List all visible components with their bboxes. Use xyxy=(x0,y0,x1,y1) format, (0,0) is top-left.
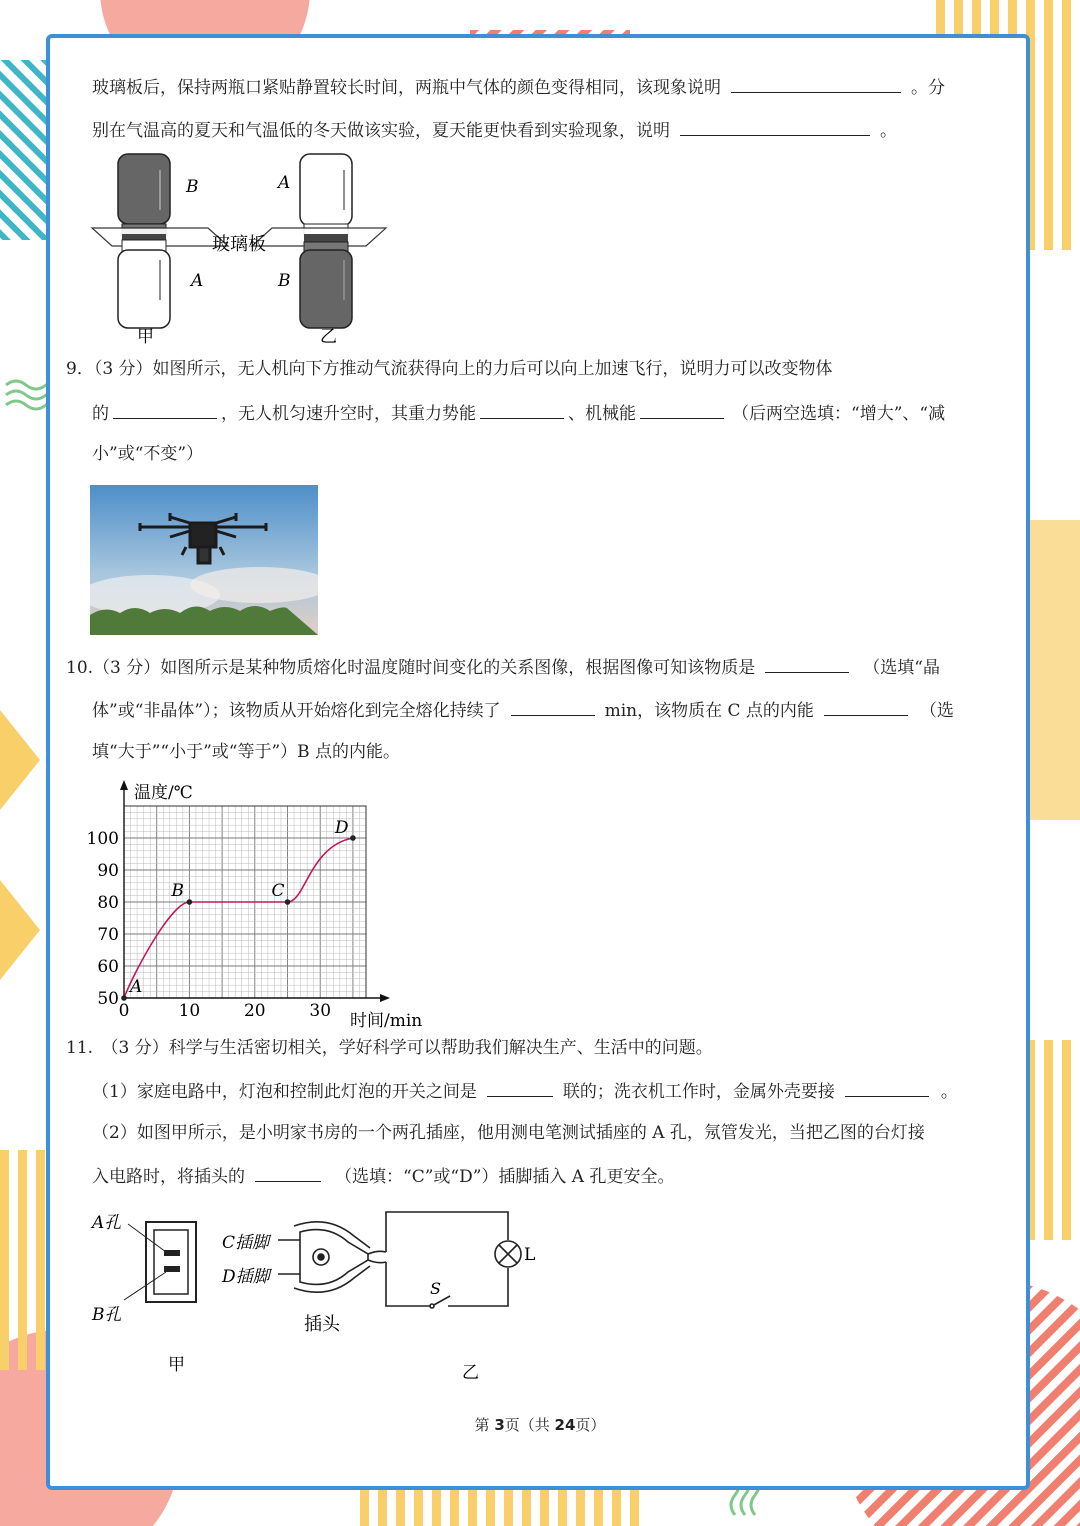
point-a xyxy=(121,995,127,1001)
q10-blank-1[interactable] xyxy=(765,654,849,673)
bottle-diffusion-figure xyxy=(88,150,398,345)
q8-text-2: 别在气温高的夏天和气温低的冬天做该实验，夏天能更快看到实验现象，说明 xyxy=(92,121,670,141)
bottle-label-b-jia: B xyxy=(186,177,199,197)
q11-blank-2[interactable] xyxy=(845,1078,929,1097)
q11-blank-1[interactable] xyxy=(487,1078,553,1097)
point-label-a: A xyxy=(130,977,143,997)
melting-curve-line xyxy=(124,838,353,998)
point-label-d: D xyxy=(334,818,349,838)
q9-text-2a: 的 xyxy=(92,404,109,424)
q9-text-2d: （后两空选填：“增大”、“减 xyxy=(732,404,946,424)
q8-text-2-end: 。 xyxy=(880,121,897,141)
bottle-label-a-jia: A xyxy=(191,271,204,291)
lamp-circuit xyxy=(386,1212,508,1308)
bottle-set-jia xyxy=(92,154,228,328)
socket-plug-figure xyxy=(88,1202,558,1387)
q11-line4 xyxy=(92,1163,675,1189)
q10-line3 xyxy=(92,740,400,764)
q10-text-2b: min，该物质在 C 点的内能 xyxy=(604,701,814,721)
y-tick-label: 90 xyxy=(97,861,119,881)
melting-chart xyxy=(80,770,440,1032)
lamp-icon xyxy=(495,1241,521,1267)
q10-line2 xyxy=(92,697,954,723)
q8-blank-1[interactable] xyxy=(731,74,901,93)
q9-text-2b: ，无人机匀速升空时，其重力势能 xyxy=(221,404,476,424)
q11-text-2-end: 。 xyxy=(940,1082,958,1102)
point-label-b: B xyxy=(171,881,184,901)
q9-line3 xyxy=(92,442,203,466)
footer-prefix: 第 xyxy=(474,1416,495,1434)
q9-text-2c: 、机械能 xyxy=(568,404,636,424)
x-tick-label: 10 xyxy=(178,1001,201,1021)
socket-hole-b-label: B孔 xyxy=(92,1305,122,1325)
q11-text-4a: 入电路时，将插头的 xyxy=(92,1167,245,1187)
q11-text-2a: （1）家庭电路中，灯泡和控制此灯泡的开关之间是 xyxy=(92,1082,477,1102)
y-axis-arrow xyxy=(120,780,128,790)
y-tick-label: 100 xyxy=(86,829,119,849)
plug-pin-d-label: D插脚 xyxy=(222,1267,270,1287)
footer-page-number: 3 xyxy=(494,1416,505,1434)
figure-caption-yi: 乙 xyxy=(320,327,337,345)
plug-pin-c-label: C插脚 xyxy=(222,1233,270,1253)
point-label-c: C xyxy=(271,881,285,901)
bottle-label-a-yi: A xyxy=(278,173,291,193)
q8-blank-2[interactable] xyxy=(680,117,870,136)
q9-blank-2[interactable] xyxy=(480,400,564,419)
q8-text-1: 玻璃板后，保持两瓶口紧贴静置较长时间，两瓶中气体的颜色变得相同，该现象说明 xyxy=(92,78,721,98)
two-hole-socket-icon xyxy=(124,1222,196,1302)
page-footer xyxy=(0,1414,1080,1435)
x-axis-label: 时间/min xyxy=(350,1011,423,1031)
plug-label: 插头 xyxy=(304,1314,340,1335)
q8-line2 xyxy=(92,117,897,143)
figure-caption-jia: 甲 xyxy=(137,327,154,345)
switch-label: S xyxy=(430,1279,441,1298)
drone-photo xyxy=(90,485,318,635)
q11-line2 xyxy=(92,1078,958,1104)
q11-text-1: 11. （3 分）科学与生活密切相关，学好科学可以帮助我们解决生产、生活中的问题。 xyxy=(66,1038,713,1058)
point-b xyxy=(187,899,193,905)
figure-caption-yi-2: 乙 xyxy=(462,1363,479,1383)
q9-line2 xyxy=(92,400,945,426)
q10-blank-2[interactable] xyxy=(511,697,595,716)
q8-text-1-end: 。分 xyxy=(911,78,945,98)
q10-text-2-end: （选 xyxy=(919,701,954,721)
x-tick-label: 30 xyxy=(309,1001,332,1021)
q9-blank-1[interactable] xyxy=(113,400,217,419)
y-tick-label: 50 xyxy=(97,989,119,1009)
q10-text-1-end: （选填“晶 xyxy=(863,658,940,678)
x-axis-arrow xyxy=(380,994,390,1002)
glass-plate-label: 玻璃板 xyxy=(212,234,266,255)
q10-text-2a: 体”或“非晶体”）；该物质从开始熔化到完全熔化持续了 xyxy=(92,701,501,721)
y-tick-label: 60 xyxy=(97,957,119,977)
point-c xyxy=(285,899,291,905)
point-d xyxy=(350,835,356,841)
q10-text-1: 10.（3 分）如图所示是某种物质熔化时温度随时间变化的关系图像，根据图像可知该物质是 xyxy=(66,658,756,678)
lamp-label: L xyxy=(524,1245,536,1265)
q10-text-3: 填“大于”“小于”或“等于”）B 点的内能。 xyxy=(92,742,401,762)
q10-line1 xyxy=(66,654,940,680)
plug-icon xyxy=(278,1222,386,1292)
x-tick-label: 0 xyxy=(118,1001,130,1021)
y-tick-label: 70 xyxy=(97,925,119,945)
q9-text-1: 9．（3 分）如图所示，无人机向下方推动气流获得向上的力后可以向上加速飞行，说明力可以改变物体 xyxy=(66,359,833,379)
footer-middle: 页（共 xyxy=(504,1416,555,1434)
bottle-label-b-yi: B xyxy=(278,271,291,291)
q11-text-4b: （选填：“C”或“D”）插脚插入 A 孔更安全。 xyxy=(335,1167,675,1187)
q11-text-3: （2）如图甲所示，是小明家书房的一个两孔插座，他用测电笔测试插座的 A 孔，氖管发光，当把乙图的台灯接 xyxy=(92,1123,925,1143)
q11-blank-3[interactable] xyxy=(255,1163,321,1182)
q10-blank-3[interactable] xyxy=(824,697,908,716)
socket-hole-a-label: A孔 xyxy=(92,1213,122,1233)
footer-total-pages: 24 xyxy=(554,1416,576,1434)
q11-line3 xyxy=(92,1121,925,1145)
y-axis-label: 温度/℃ xyxy=(134,783,193,803)
q8-line1 xyxy=(92,74,945,100)
q9-blank-3[interactable] xyxy=(640,400,724,419)
q11-text-2b: 联的；洗衣机工作时，金属外壳要接 xyxy=(562,1082,835,1102)
q11-line1 xyxy=(66,1036,713,1060)
q9-line1 xyxy=(66,357,833,381)
bottle-set-yi xyxy=(252,154,386,328)
x-tick-label: 20 xyxy=(243,1001,266,1021)
q9-text-3: 小”或“不变”） xyxy=(92,444,204,464)
y-tick-label: 80 xyxy=(97,893,119,913)
figure-caption-jia-2: 甲 xyxy=(168,1355,185,1375)
footer-suffix: 页） xyxy=(575,1416,606,1434)
